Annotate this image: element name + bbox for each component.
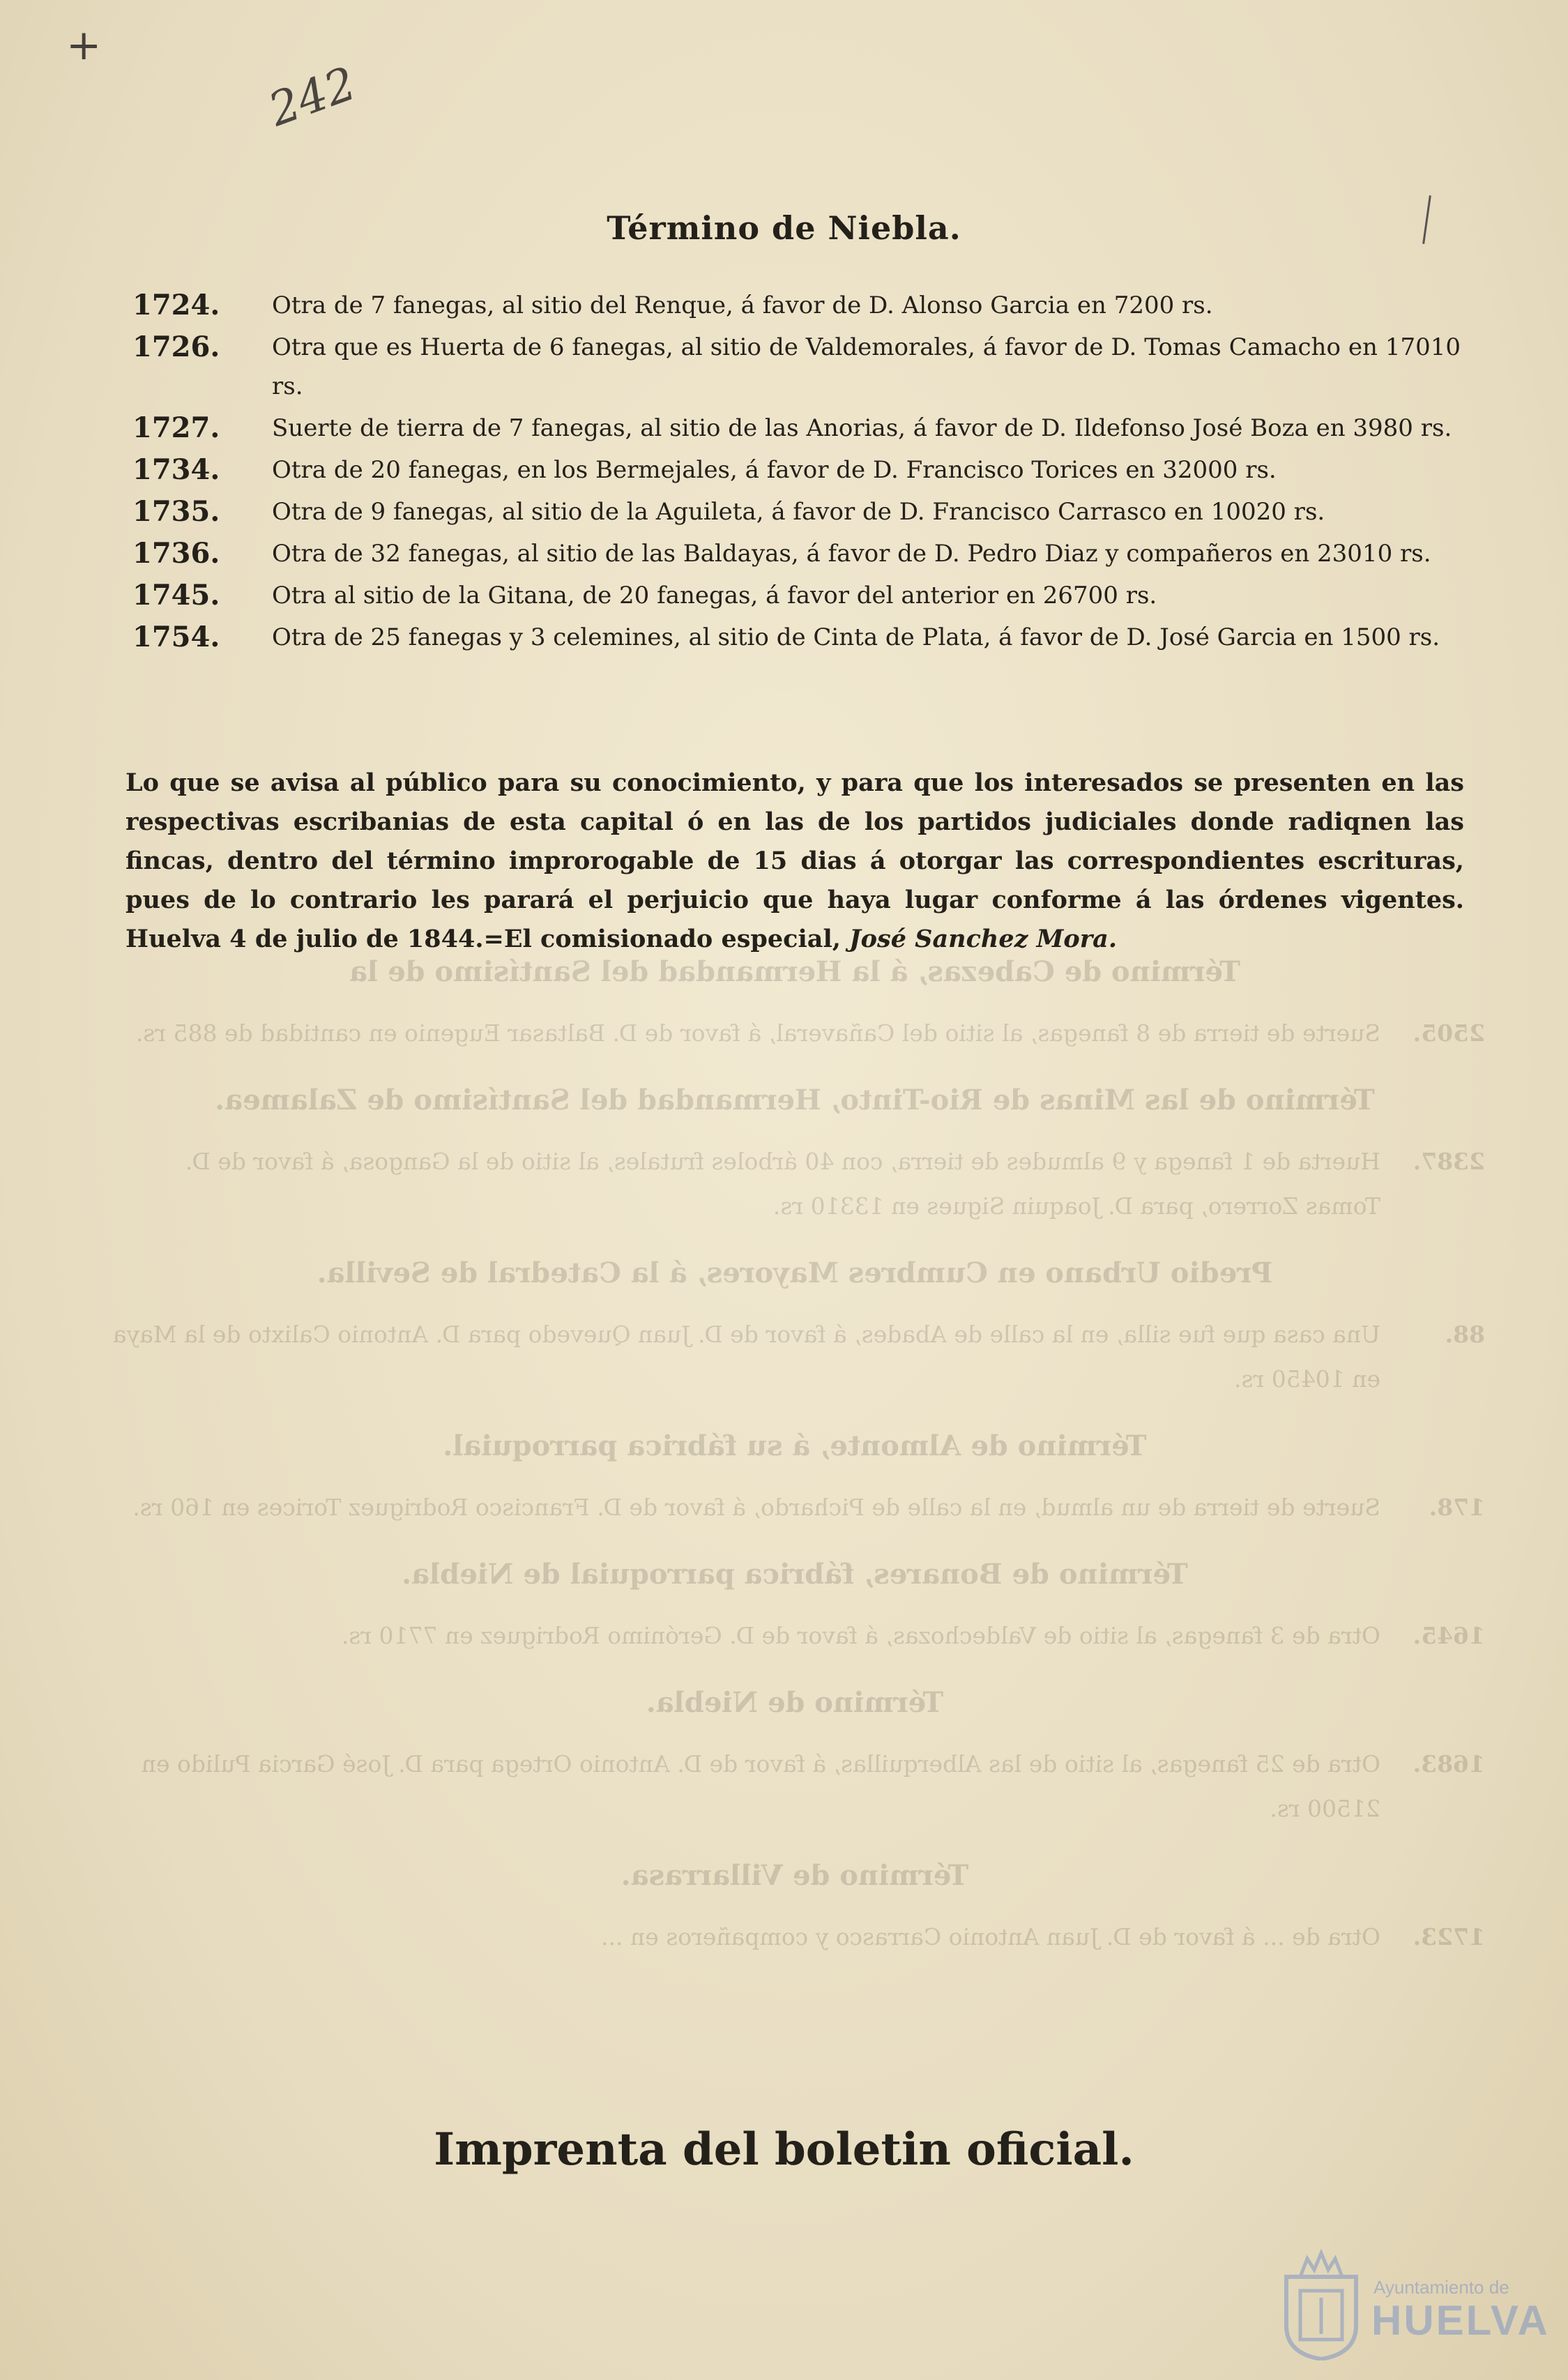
bleed-number: 178. (1429, 1494, 1485, 1521)
bleed-heading: Término de Bonares, fábrica parroquial de Niebla. (402, 1558, 1188, 1591)
entry-row (132, 450, 1461, 490)
bleed-number: 2387. (1413, 1148, 1485, 1175)
entry-text: Otra al sitio de la Gitana, de 20 fanegas, á favor del anterior en 26700 rs. (272, 582, 1157, 609)
notice-body: Lo que se avisa al público para su conocimiento, y para que los interesados se presenten en las respectivas escribanias de esta capital ó en las de los partidos judiciales donde radiqnen las fincas, dentro del término improrogable de 15 dias á otorgar las correspondientes escrituras, pues de lo contrario les parará el perjuicio que haya lugar conforme á las órdenes vigentes. Huelva 4 de julio de 1844.=El comisionado especial, (125, 768, 1464, 953)
entry-text: Otra de 25 fanegas y 3 celemines, al sitio de Cinta de Plata, á favor de D. José Garcia en 1500 rs. (272, 623, 1440, 651)
entry-row (132, 286, 1461, 325)
bleed-number: 88. (1445, 1321, 1485, 1348)
entry-text: Otra de 7 fanegas, al sitio del Renque, á favor de D. Alonso Garcia en 7200 rs. (272, 291, 1213, 319)
entry-number: 1736. (132, 537, 220, 570)
bleed-item (105, 1614, 1485, 1658)
entry-number: 1754. (132, 621, 220, 653)
bleed-item (105, 1011, 1485, 1056)
entry-row (132, 492, 1461, 531)
bleed-item (105, 1312, 1485, 1402)
entry-text: Otra de 20 fanegas, en los Bermejales, á favor de D. Francisco Torices en 32000 rs. (272, 456, 1277, 484)
bleed-heading: Término de las Minas de Rio-Tinto, Hermandad del Santísimo de Zalamea. (215, 1084, 1375, 1116)
entry-number: 1727. (132, 411, 220, 444)
entry-row (132, 328, 1461, 406)
entry-text: Otra que es Huerta de 6 fanegas, al sitio de Valdemorales, á favor de D. Tomas Camacho en 17010 rs. (272, 333, 1461, 400)
bleed-heading: Término de Almonte, á su fábrica parroquial. (443, 1430, 1147, 1462)
bleed-number: 1683. (1413, 1750, 1485, 1778)
logo-caption: Ayuntamiento de (1373, 2277, 1509, 2298)
bleed-heading: Predio Urbano en Cumbres Mayores, á la Catedral de Sevilla. (317, 1257, 1273, 1289)
bleed-item (105, 1139, 1485, 1229)
bleed-text: Suerte de tierra de 8 fanegas, al sitio del Cañaveral, á favor de D. Baltasar Eugenio en cantidad de 885 rs. (135, 1020, 1380, 1047)
bleed-through-text (105, 927, 1485, 1960)
printer-imprint: Imprenta del boletin oficial. (434, 2123, 1134, 2176)
bleed-heading: Término de Villarrasa. (621, 1859, 969, 1892)
bleed-number: 2505. (1413, 1020, 1485, 1047)
pencil-cross-mark: + (66, 21, 102, 70)
notice-paragraph (125, 764, 1464, 959)
bleed-heading: Término de Cabezas, á la Hermandad del Santísimo de la (349, 955, 1240, 988)
section-title: Término de Niebla. (607, 209, 961, 247)
bleed-heading: Término de Niebla. (646, 1686, 944, 1719)
entry-number: 1734. (132, 453, 220, 486)
entry-number: 1735. (132, 495, 220, 528)
bleed-text: Suerte de tierra de un almud, en la calle de Pichardo, á favor de D. Francisco Rodriguez Torices en 160 rs. (132, 1494, 1380, 1521)
folio-number: 242 (261, 56, 363, 137)
bleed-item (105, 1485, 1485, 1530)
entry-number: 1726. (132, 331, 220, 363)
bleed-text: Otra de 25 fanegas, al sitio de las Alberquillas, á favor de D. Antonio Ortega para D. José Garcia Pulido en 21500 rs. (141, 1750, 1380, 1822)
logo-wordmark: HUELVA (1371, 2297, 1550, 2344)
huelva-watermark-logo (1279, 2249, 1550, 2360)
entry-row (132, 534, 1461, 573)
bleed-text: Otra de 3 fanegas, al sitio de Valdechozas, á favor de D. Gerónimo Rodriguez en 7710 rs. (341, 1622, 1380, 1649)
bleed-text: Una casa que fue silla, en la calle de Abades, á favor de D. Juan Quevedo para D. Antonio Calixto de la Maya en 10450 rs. (112, 1321, 1380, 1393)
entry-text: Suerte de tierra de 7 fanegas, al sitio de las Anorias, á favor de D. Ildefonso José Boza en 3980 rs. (272, 414, 1452, 442)
bleed-text: Huerta de 1 fanega y 9 almudes de tierra, con 40 árboles frutales, al sitio de la Gangosa, á favor de D. Tomas Zorrero, para D. Joaquin Sigues en 13310 rs. (185, 1148, 1380, 1220)
entry-row (132, 409, 1461, 448)
entry-list (132, 286, 1461, 660)
entry-row (132, 618, 1461, 657)
city-shield-icon (1279, 2249, 1363, 2360)
entry-number: 1745. (132, 579, 220, 612)
bleed-item (105, 1915, 1485, 1960)
entry-row (132, 576, 1461, 615)
bleed-number: 1645. (1413, 1622, 1485, 1649)
entry-text: Otra de 32 fanegas, al sitio de las Baldayas, á favor de D. Pedro Diaz y compañeros en 23010 rs. (272, 540, 1431, 568)
bleed-text: Otra de ... á favor de D. Juan Antonio Carrasco y compañeros en ... (601, 1923, 1380, 1950)
entry-number: 1724. (132, 289, 220, 321)
bleed-item (105, 1742, 1485, 1831)
entry-text: Otra de 9 fanegas, al sitio de la Aguileta, á favor de D. Francisco Carrasco en 10020 rs. (272, 498, 1325, 526)
bleed-number: 1723. (1413, 1923, 1485, 1950)
notice-signature: José Sanchez Mora. (849, 925, 1118, 953)
